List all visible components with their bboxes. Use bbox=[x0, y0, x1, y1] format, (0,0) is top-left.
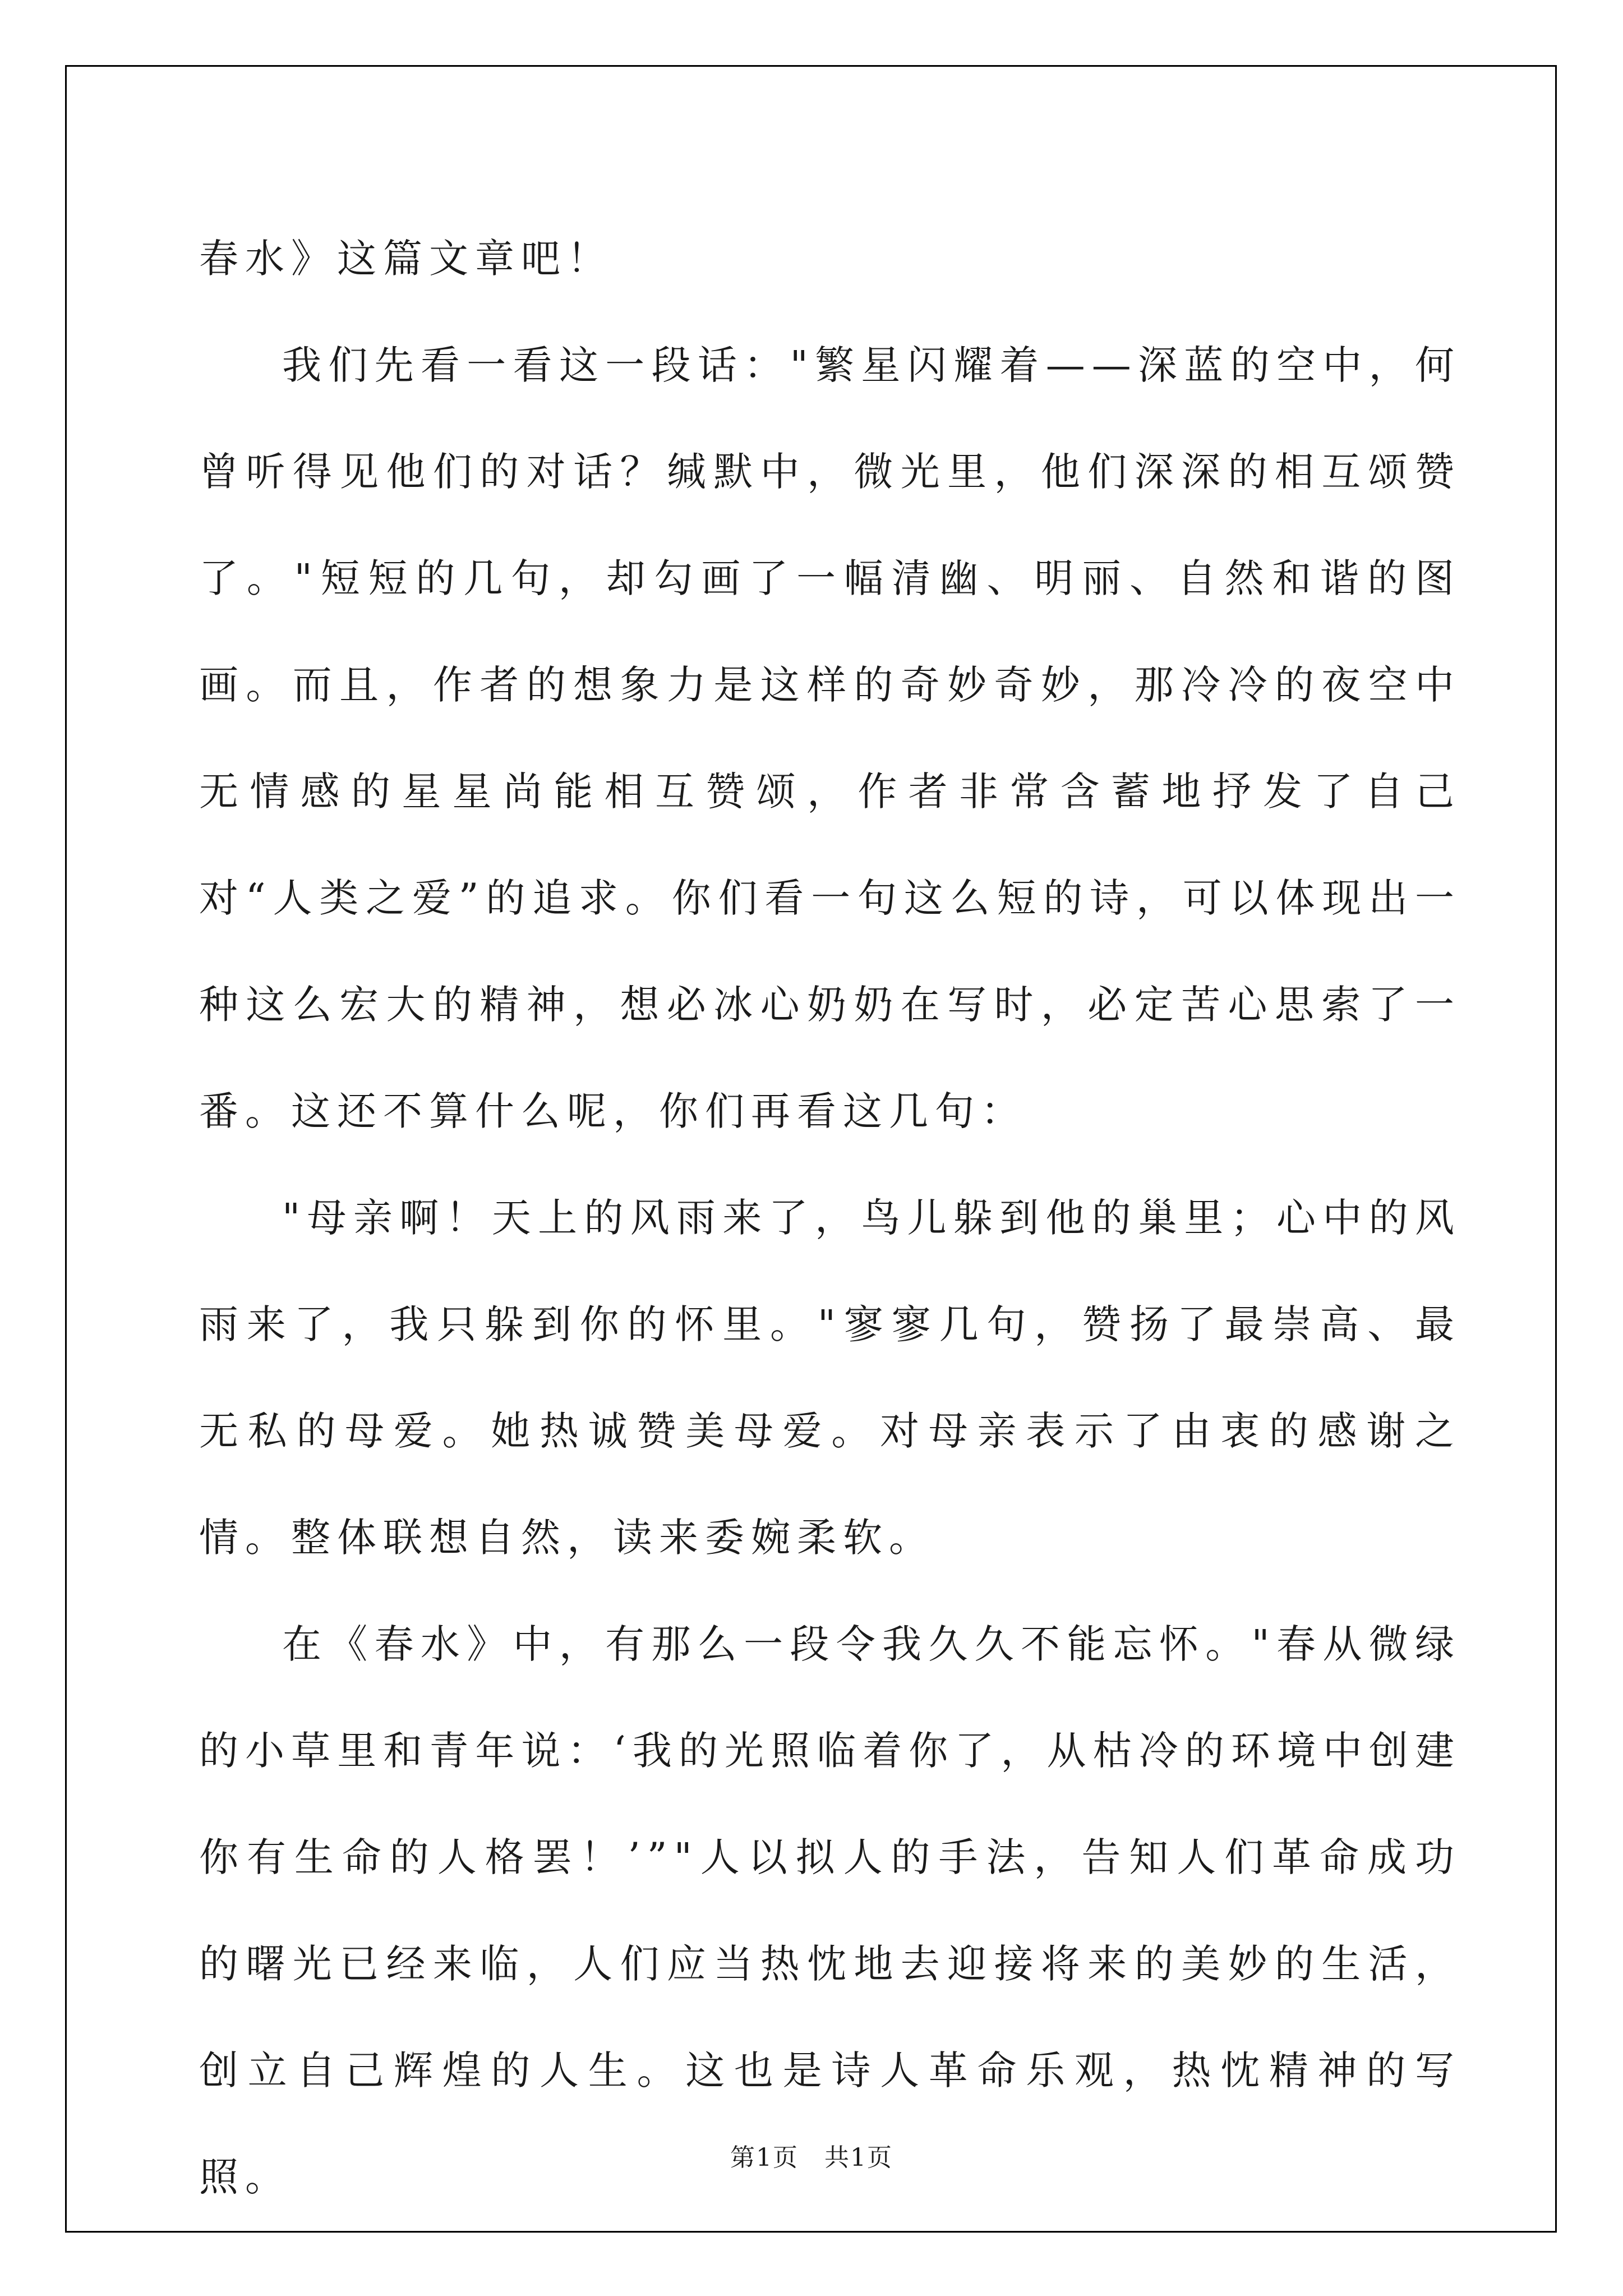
document-body bbox=[199, 205, 1461, 2230]
paragraph: "母亲啊！天上的风雨来了，鸟儿躲到他的巢里；心中的风雨来了，我只躲到你的怀里。"寥寥几句，赞扬了最崇高、最无私的母爱。她热诚赞美母爱。对母亲表示了由衷的感谢之情。整体联想自然，读来委婉柔软。 bbox=[199, 1195, 1461, 1561]
paragraph: 在《春水》中，有那么一段令我久久不能忘怀。"春从微绿的小草里和青年说：‘我的光照临着你了，从枯冷的环境中创建你有生命的人格罢！’”"人以拟人的手法，告知人们革命成功的曙光已经来临，人们应当热忱地去迎接将来的美妙的生活，创立自己辉煌的人生。这也是诗人革命乐观，热忱精神的写照。 bbox=[199, 1621, 1461, 2200]
paragraph: 春水》这篇文章吧！ bbox=[199, 236, 613, 282]
page-number-footer: 第1页 共1页 bbox=[730, 2143, 893, 2172]
paragraph: 我们先看一看这一段话："繁星闪耀着——深蓝的空中，何曾听得见他们的对话？缄默中，微光里，他们深深的相互颂赞了。"短短的几句，却勾画了一幅清幽、明丽、自然和谐的图画。而且，作者的想象力是这样的奇妙奇妙，那冷冷的夜空中无情感的星星尚能相互赞颂，作者非常含蓄地抒发了自己对“人类之爱”的追求。你们看一句这么短的诗，可以体现出一种这么宏大的精神，想必冰心奶奶在写时，必定苦心思索了一番。这还不算什么呢，你们再看这几句： bbox=[199, 342, 1461, 1134]
